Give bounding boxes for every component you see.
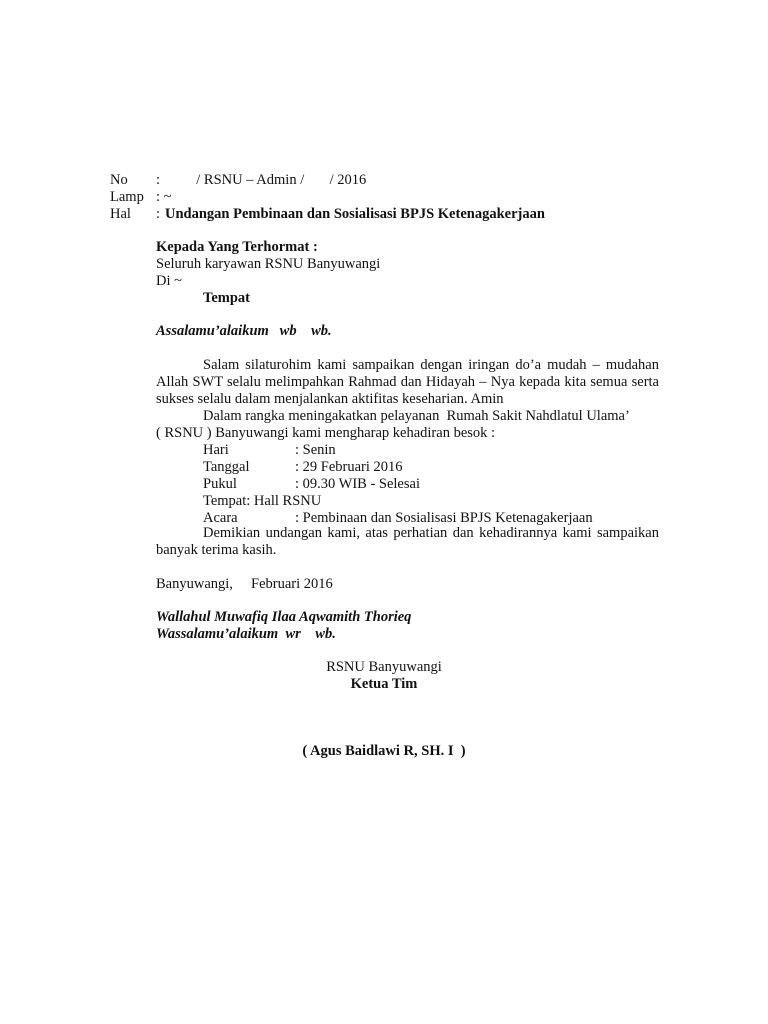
closing-line-1: Wallahul Muwafiq Ilaa Aqwamith Thorieq — [156, 609, 412, 625]
recipient-line1: Seluruh karyawan RSNU Banyuwangi — [156, 256, 381, 272]
hal-subject: Undangan Pembinaan dan Sosialisasi BPJS Ketenagakerjaan — [165, 206, 545, 222]
detail-value-tanggal: : 29 Februari 2016 — [295, 459, 403, 475]
hal-colon: : — [156, 206, 161, 222]
detail-value-hari: : Senin — [295, 442, 336, 458]
body-paragraph-2-line1: Dalam rangka meningakatkan pelayanan Rumah Sakit Nahdlatul Ulama’ — [203, 408, 630, 424]
no-label: No — [110, 172, 128, 188]
detail-label-hari: Hari — [203, 442, 229, 458]
detail-label-acara: Acara — [203, 510, 238, 526]
detail-value-acara: : Pembinaan dan Sosialisasi BPJS Ketenagakerjaan — [295, 510, 593, 526]
recipient-place: Tempat — [203, 290, 250, 306]
hal-label: Hal — [110, 206, 131, 222]
signature-org: RSNU Banyuwangi — [326, 659, 442, 675]
body-paragraph-1: Salam silaturohim kami sampaikan dengan iringan do’a mudah – mudahan Allah SWT selalu melimpahkan Rahmad dan Hidayah – Nya kepada kita semua serta sukses selalu dalam menjalankan aktifitas keseharian. Amin — [156, 357, 659, 407]
lamp-label: Lamp — [110, 189, 144, 205]
detail-label-tanggal: Tanggal — [203, 459, 250, 475]
body-paragraph-3: Demikian undangan kami, atas perhatian dan kehadirannya kami sampaikan banyak terima kasih. — [156, 525, 659, 558]
signature-name: ( Agus Baidlawi R, SH. I ) — [302, 743, 466, 759]
lamp-value: : ~ — [156, 189, 172, 205]
closing-line-2: Wassalamu’alaikum wr wb. — [156, 626, 336, 642]
recipient-greeting: Kepada Yang Terhormat : — [156, 239, 318, 255]
body-paragraph-2-line2: ( RSNU ) Banyuwangi kami mengharap kehadiran besok : — [156, 425, 496, 441]
recipient-line2: Di ~ — [156, 273, 182, 289]
signature-title: Ketua Tim — [350, 676, 418, 692]
no-value: : / RSNU – Admin / / 2016 — [156, 172, 367, 188]
opening-salam: Assalamu’alaikum wb wb. — [156, 323, 332, 339]
date-line: Banyuwangi, Februari 2016 — [156, 576, 333, 592]
detail-tempat: Tempat: Hall RSNU — [203, 493, 322, 509]
detail-value-pukul: : 09.30 WIB - Selesai — [295, 476, 420, 492]
detail-label-pukul: Pukul — [203, 476, 237, 492]
